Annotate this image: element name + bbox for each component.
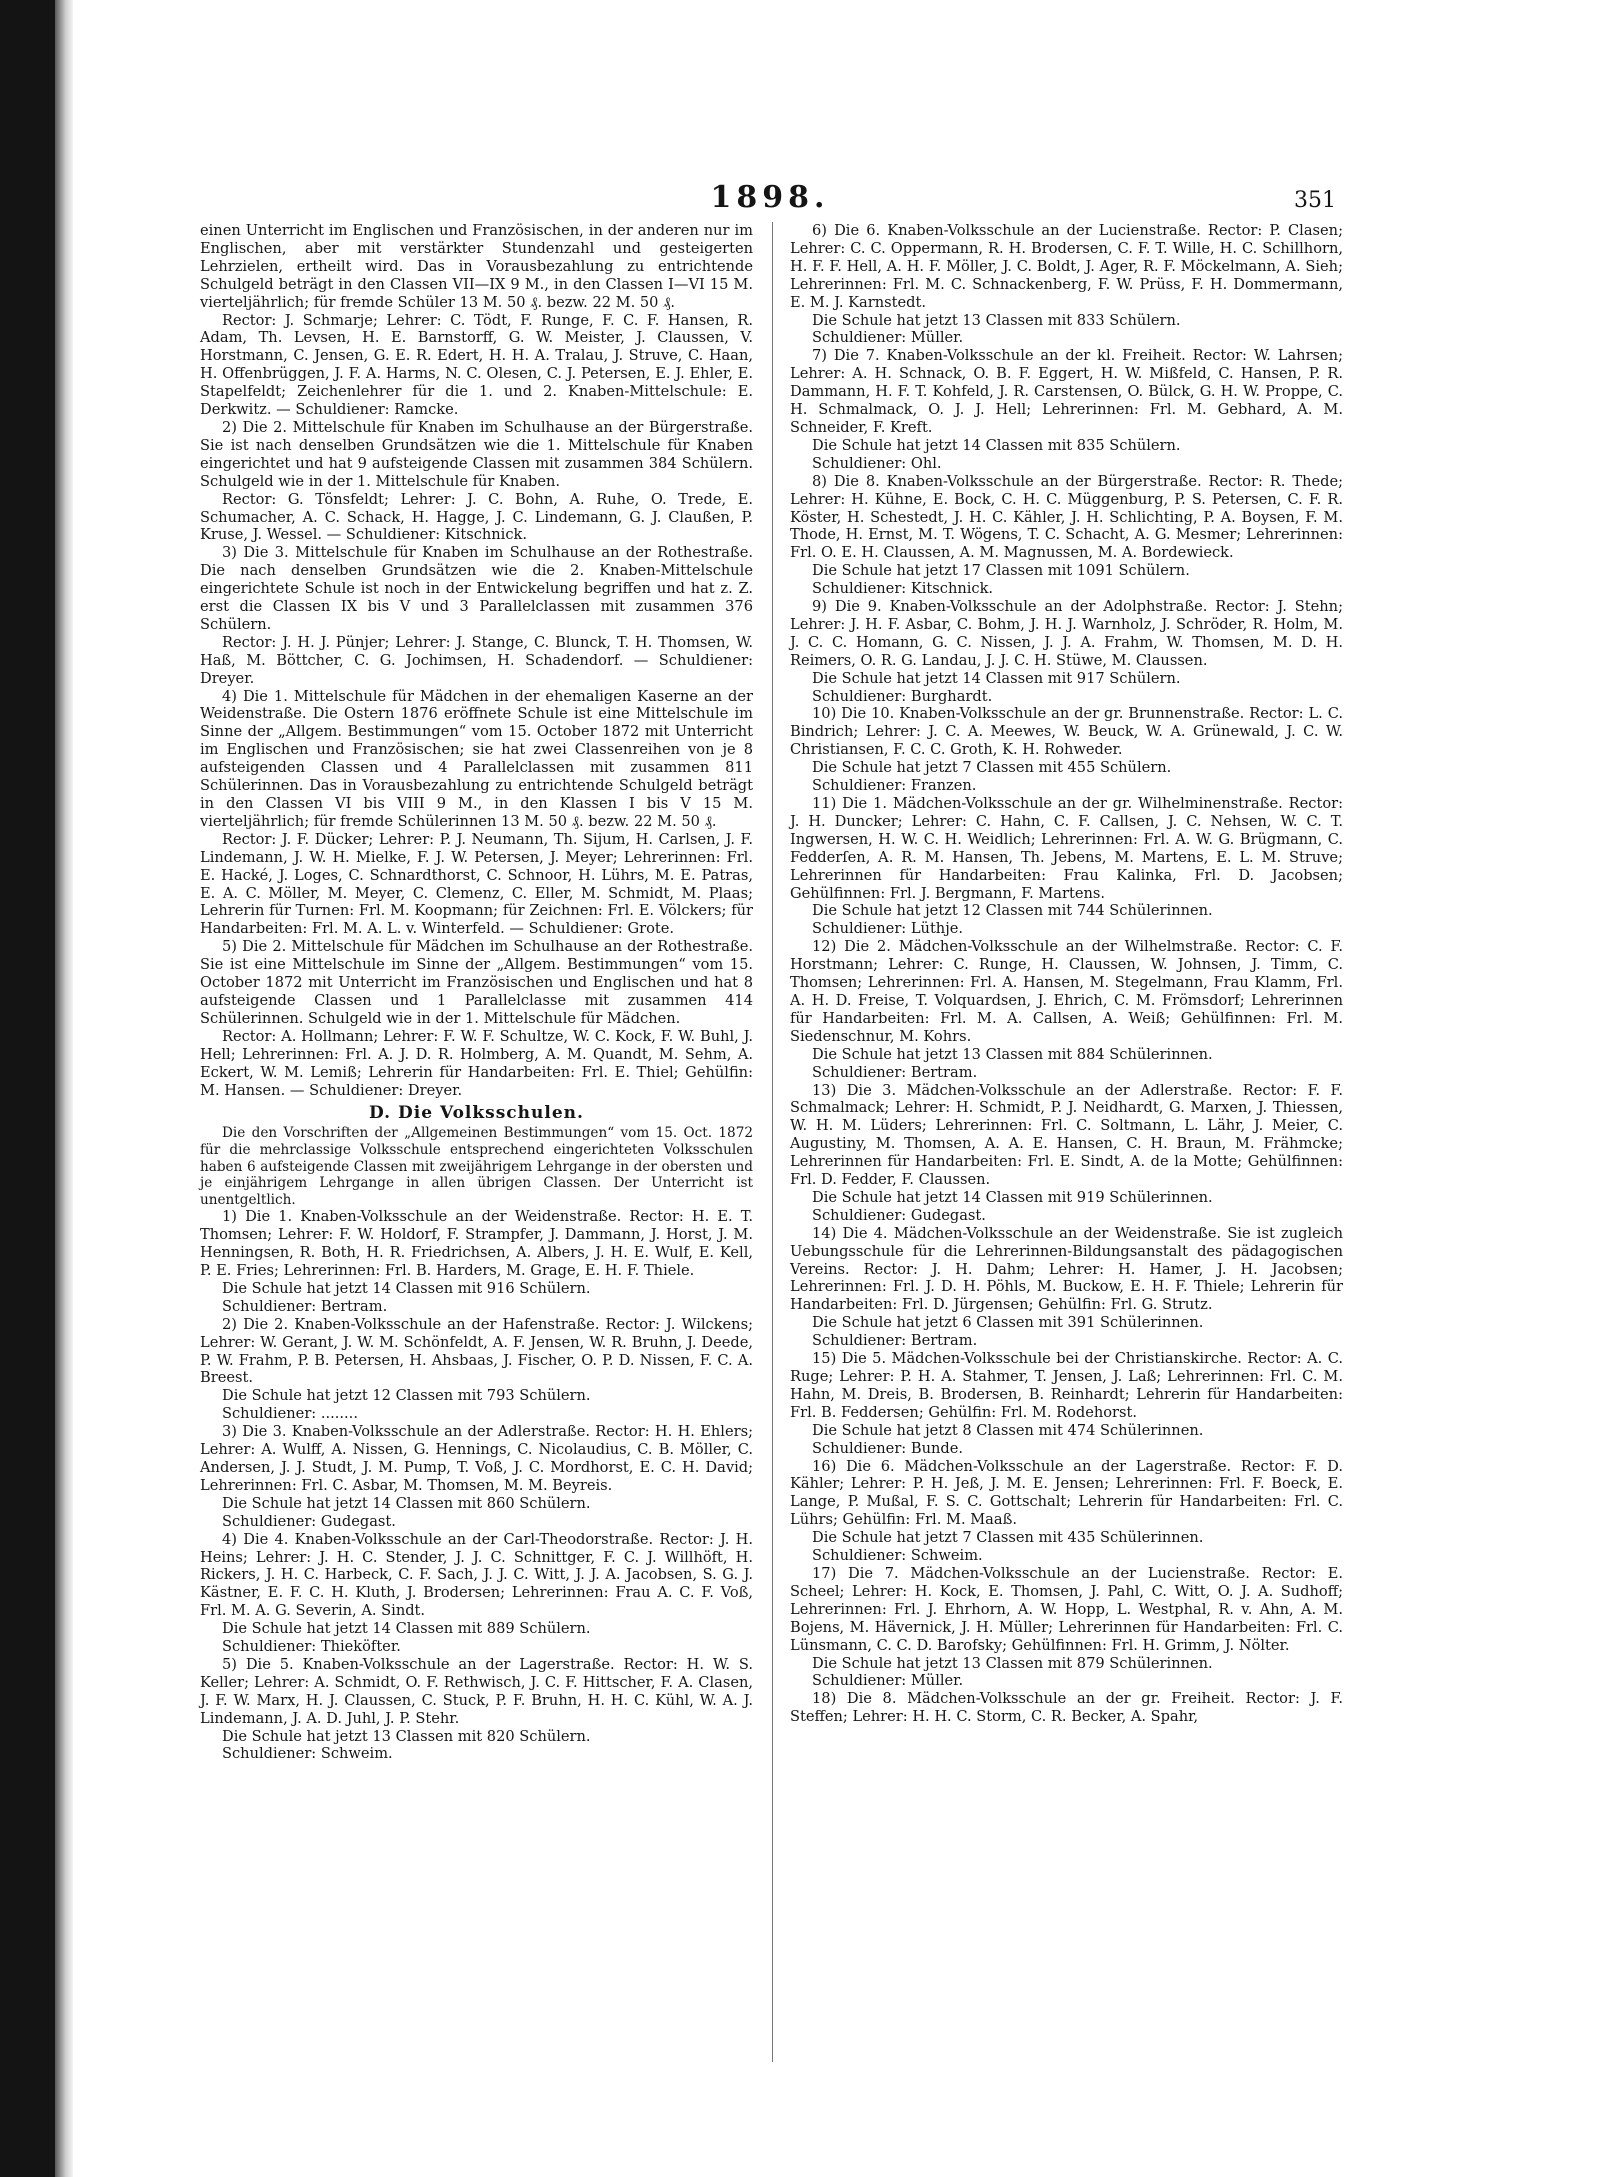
left-column [200,222,753,1763]
school-janitor: Schuldiener: Ohl. [812,454,942,472]
school-janitor: Schuldiener: Bertram. [812,1332,978,1350]
school-janitor: Schuldiener: ........ [222,1405,358,1423]
school-stats: Die Schule hat jetzt 13 Classen mit 833 Schülern. [812,311,1181,329]
school-janitor: Schuldiener: Schweim. [812,1547,983,1565]
paragraph: Rector: J. F. Dücker; Lehrer: P. J. Neumann, Th. Sijum, H. Carlsen, J. F. Lindemann, J. W. H. Mielke, F. J. W. Petersen, J. Meyer; Lehrerinnen: Frl. E. Hacké, J. Loges, C. Schnardthorst, C. Schnoor, H. Lührs, M. E. Patras, E. A. C. Möller, M. Meyer, C. Clemenz, C. Eller, M. Schmidt, M. Plaas; Lehrerin für Turnen: Frl. M. Koopmann; für Zeichnen: Frl. E. Völckers; für Handarbeiten: Frl. M. A. L. v. Winterfeld. — Schuldiener: Grote. [200,830,753,938]
school-janitor: Schuldiener: Bertram. [222,1297,388,1315]
paragraph: Rector: J. H. J. Pünjer; Lehrer: J. Stange, C. Blunck, T. H. Thomsen, W. Haß, M. Böttcher, C. G. Jochimsen, H. Schadendorf. — Schuldiener: Dreyer. [200,633,753,687]
paragraph: 3) Die 3. Mittelschule für Knaben im Schulhause an der Rothestraße. Die nach denselben Grundsätzen wie die 2. Knaben-Mittelschule eingerichtete Schule ist noch in der Entwickelung begriffen und hat z. Z. erst die Classen IX bis V und 3 Parallelclassen mit zusammen 376 Schülern. [200,544,753,633]
paragraph: 2) Die 2. Mittelschule für Knaben im Schulhause an der Bürgerstraße. Sie ist nach denselben Grundsätzen wie die 1. Mittelschule für Knaben eingerichtet und hat 9 aufsteigende Classen mit zusammen 384 Schülern. Schulgeld wie in der 1. Mittelschule für Knaben. [200,418,753,490]
section-heading: D. Die Volksschulen. [369,1103,584,1124]
document-page [200,180,1343,2060]
paragraph: 17) Die 7. Mädchen-Volksschule an der Lucienstraße. Rector: E. Scheel; Lehrer: H. Kock, E. Thomsen, J. Pahl, C. Witt, O. J. A. Sudhoff; Lehrerinnen: Frl. J. Ehrhorn, A. W. Hopp, L. Westphal, R. v. Ahn, A. M. Bojens, M. Hävernick, J. H. Müller; Lehrerinnen für Handarbeiten: Frl. C. Lünsmann, C. C. D. Barofsky; Gehülfinnen: Frl. H. Grimm, J. Nölter. [790,1564,1343,1654]
school-stats: Die Schule hat jetzt 8 Classen mit 474 Schülerinnen. [812,1421,1204,1439]
school-janitor: Schuldiener: Müller. [812,1672,964,1690]
school-janitor: Schuldiener: Bunde. [812,1439,963,1457]
school-stats: Die Schule hat jetzt 7 Classen mit 435 Schülerinnen. [812,1529,1204,1547]
school-stats: Die Schule hat jetzt 6 Classen mit 391 Schülerinnen. [812,1314,1204,1332]
school-stats: Die Schule hat jetzt 14 Classen mit 916 Schülern. [222,1279,591,1297]
book-gutter-shadow [0,0,55,2177]
right-column [790,222,1343,1726]
school-janitor: Schuldiener: Gudegast. [222,1512,396,1530]
school-stats: Die Schule hat jetzt 7 Classen mit 455 Schülern. [812,759,1172,777]
paragraph: 18) Die 8. Mädchen-Volksschule an der gr. Freiheit. Rector: J. F. Steffen; Lehrer: H. H. C. Storm, C. R. Becker, A. Spahr, [790,1690,1343,1726]
school-stats: Die Schule hat jetzt 14 Classen mit 919 Schülerinnen. [812,1188,1213,1206]
paragraph: 2) Die 2. Knaben-Volksschule an der Hafenstraße. Rector: J. Wilckens; Lehrer: W. Gerant, J. W. M. Schönfeldt, A. F. Jensen, W. R. Bruhn, J. Deede, P. W. Frahm, P. B. Petersen, H. Ahsbaas, J. Fischer, O. P. D. Nissen, F. C. A. Breest. [200,1315,753,1387]
paragraph: 4) Die 1. Mittelschule für Mädchen in der ehemaligen Kaserne an der Weidenstraße. Die Ostern 1876 eröffnete Schule ist eine Mittelschule im Sinne der „Allgem. Bestimmungen“ vom 15. October 1872 mit Unterricht im Englischen und Französischen; sie hat zwei Classenreihen von je 8 aufsteigenden Classen und 4 Parallelclassen mit zusammen 811 Schülerinnen. Das in Vorausbezahlung zu entrichtende Schulgeld beträgt in den Classen VI bis VIII 9 M., in den Klassen I bis V 15 M. vierteljährlich; für fremde Schülerinnen 13 M. 50 ₰. bezw. 22 M. 50 ₰. [200,687,753,830]
paragraph: 13) Die 3. Mädchen-Volksschule an der Adlerstraße. Rector: F. F. Schmalmack; Lehrer: H. Schmidt, P. J. Neidhardt, G. Marxen, J. Thiessen, W. H. M. Lüders; Lehrerinnen: Frl. C. Soltmann, L. Lähr, J. Meier, C. Augustiny, M. Thomsen, A. A. E. Hansen, C. H. Braun, M. Frähmcke; Lehrerinnen für Handarbeiten: Frl. E. Sindt, A. de la Motte; Gehülfinnen: Frl. D. Fedder, F. Claussen. [790,1081,1343,1189]
page-header [200,180,1340,220]
school-janitor: Schuldiener: Burghardt. [812,687,993,705]
school-janitor: Schuldiener: Bertram. [812,1063,978,1081]
paragraph: 10) Die 10. Knaben-Volksschule an der gr. Brunnenstraße. Rector: L. C. Bindrich; Lehrer: J. C. A. Meewes, W. Beuck, W. A. Grünewald, J. C. W. Christiansen, F. C. C. Groth, K. H. Rohweder. [790,705,1343,759]
paragraph: 5) Die 5. Knaben-Volksschule an der Lagerstraße. Rector: H. W. S. Keller; Lehrer: A. Schmidt, O. F. Rethwisch, J. C. F. Hittscher, F. A. Clasen, J. F. W. Marx, H. J. Claussen, C. Stuck, P. F. Bruhn, H. H. C. Kühl, W. A. J. Lindemann, J. A. D. Juhl, J. P. Stehr. [200,1655,753,1727]
page-number: 351 [1294,188,1336,213]
school-stats: Die Schule hat jetzt 14 Classen mit 889 Schülern. [222,1620,591,1638]
school-janitor: Schuldiener: Franzen. [812,777,977,795]
school-stats: Die Schule hat jetzt 14 Classen mit 860 Schülern. [222,1494,591,1512]
school-janitor: Schuldiener: Schweim. [222,1745,393,1763]
paragraph: 1) Die 1. Knaben-Volksschule an der Weidenstraße. Rector: H. E. T. Thomsen; Lehrer: F. W. Holdorf, F. Strampfer, J. Dammann, J. Horst, J. M. Henningsen, R. Both, H. R. Friedrichsen, A. Albers, J. H. E. Wulf, E. Kell, P. E. Fries; Lehrerinnen: Frl. B. Harders, M. Grage, E. H. F. Thiele. [200,1208,753,1279]
paragraph: 14) Die 4. Mädchen-Volksschule an der Weidenstraße. Sie ist zugleich Uebungsschule für die Lehrerinnen-Bildungsanstalt des pädagogischen Vereins. Rector: J. H. Dahm; Lehrer: H. Hamer, J. H. Jacobsen; Lehrerinnen: Frl. J. D. H. Pöhls, M. Buckow, E. H. F. Thiele; Lehrerin für Handarbeiten: Frl. D. Jürgensen; Gehülfin: Frl. G. Strutz. [790,1224,1343,1314]
school-stats: Die Schule hat jetzt 13 Classen mit 884 Schülerinnen. [812,1045,1213,1063]
school-janitor: Schuldiener: Thieköfter. [222,1638,401,1656]
school-stats: Die Schule hat jetzt 14 Classen mit 835 Schülern. [812,436,1181,454]
school-stats: Die Schule hat jetzt 13 Classen mit 820 Schülern. [222,1727,591,1745]
paragraph: 16) Die 6. Mädchen-Volksschule an der Lagerstraße. Rector: F. D. Kähler; Lehrer: P. H. Jeß, J. M. E. Jensen; Lehrerinnen: Frl. F. Boeck, E. Lange, P. Mußal, F. S. C. Gottschalt; Lehrerin für Handarbeiten: Frl. C. Lührs; Gehülfin: Frl. M. Maaß. [790,1457,1343,1529]
column-divider [772,222,773,2062]
paragraph: einen Unterricht im Englischen und Französischen, in der anderen nur im Englischen, aber mit verstärkter Stundenzahl und gesteigerten Lehrzielen, ertheilt wird. Das in Vorausbezahlung zu entrichtende Schulgeld beträgt in den Classen VII—IX 9 M., in den Classen I—VI 15 M. vierteljährlich; für fremde Schüler 13 M. 50 ₰. bezw. 22 M. 50 ₰. [200,222,753,311]
paragraph: 15) Die 5. Mädchen-Volksschule bei der Christianskirche. Rector: A. C. Ruge; Lehrer: P. H. A. Stahmer, T. Jensen, J. Laß; Lehrerinnen: Frl. C. M. Hahn, M. Dreis, B. Brodersen, B. Reinhardt; Lehrerin für Handarbeiten: Frl. B. Feddersen; Gehülfin: Frl. M. Rodehorst. [790,1350,1343,1421]
school-stats: Die Schule hat jetzt 12 Classen mit 744 Schülerinnen. [812,902,1213,920]
school-stats: Die Schule hat jetzt 13 Classen mit 879 Schülerinnen. [812,1654,1213,1672]
school-janitor: Schuldiener: Gudegast. [812,1206,986,1224]
paragraph: 8) Die 8. Knaben-Volksschule an der Bürgerstraße. Rector: R. Thede; Lehrer: H. Kühne, E. Bock, C. H. C. Müggenburg, P. S. Petersen, C. F. R. Köster, H. Schestedt, J. H. C. Kähler, J. H. Schlichting, P. A. Boysen, F. M. Thode, H. Ernst, M. T. Wögens, T. C. Schacht, A. G. Mesmer; Lehrerinnen: Frl. O. E. H. Claussen, A. M. Magnussen, M. A. Bordewieck. [790,472,1343,562]
school-janitor: Schuldiener: Kitschnick. [812,580,994,598]
paragraph: Die den Vorschriften der „Allgemeinen Bestimmungen“ vom 15. Oct. 1872 für die mehrclassige Volksschule entsprechend eingerichteten Volksschulen haben 6 aufsteigende Classen mit zweijährigem Lehrgange in der obersten und je einjährigem Lehrgange in allen übrigen Classen. Der Unterricht ist unentgeltlich. [200,1125,753,1208]
paragraph: 11) Die 1. Mädchen-Volksschule an der gr. Wilhelminenstraße. Rector: J. H. Duncker; Lehrer: C. Hahn, C. F. Callsen, J. C. Nehsen, W. C. T. Ingwersen, H. W. C. H. Weidlich; Lehrerinnen: Frl. A. W. G. Brügmann, C. Fedderſen, A. R. M. Hansen, Th. Jebens, M. Martens, E. L. M. Struve; Lehrerinnen für Handarbeiten: Frau Kalinka, Frl. D. Jacobsen; Gehülfinnen: Frl. J. Bergmann, F. Martens. [790,795,1343,902]
paragraph: Rector: A. Hollmann; Lehrer: F. W. F. Schultze, W. C. Kock, F. W. Buhl, J. Hell; Lehrerinnen: Frl. A. J. D. R. Holmberg, A. M. Quandt, M. Sehm, A. Eckert, W. M. Lemiß; Lehrerin für Handarbeiten: Frl. E. Thiel; Gehülfin: M. Hansen. — Schuldiener: Dreyer. [200,1027,753,1099]
school-stats: Die Schule hat jetzt 17 Classen mit 1091 Schülern. [812,562,1190,580]
paragraph: 5) Die 2. Mittelschule für Mädchen im Schulhause an der Rothestraße. Sie ist eine Mittelschule im Sinne der „Allgem. Bestimmungen“ vom 15. October 1872 mit Unterricht im Französischen und Englischen und hat 8 aufsteigende Classen und 1 Parallelclasse mit zusammen 414 Schülerinnen. Schulgeld wie in der 1. Mittelschule für Mädchen. [200,938,753,1027]
paragraph: 6) Die 6. Knaben-Volksschule an der Lucienstraße. Rector: P. Clasen; Lehrer: C. C. Oppermann, R. H. Brodersen, C. F. T. Wille, H. C. Schillhorn, H. F. F. Hell, A. H. F. Möller, J. C. Boldt, J. Ager, R. F. Möckelmann, A. Sieh; Lehrerinnen: Frl. M. C. Schnackenberg, F. W. Prüss, F. H. Dommermann, E. M. J. Karnstedt. [790,222,1343,311]
school-stats: Die Schule hat jetzt 14 Classen mit 917 Schülern. [812,669,1181,687]
paragraph: Rector: G. Tönsfeldt; Lehrer: J. C. Bohn, A. Ruhe, O. Trede, E. Schumacher, A. C. Schack, H. Hagge, J. C. Lindemann, G. J. Claußen, P. Kruse, J. Wessel. — Schuldiener: Kitschnick. [200,490,753,544]
school-stats: Die Schule hat jetzt 12 Classen mit 793 Schülern. [222,1387,591,1405]
paragraph: 9) Die 9. Knaben-Volksschule an der Adolphstraße. Rector: J. Stehn; Lehrer: J. H. F. Asbar, C. Bohm, J. H. J. Warnholz, J. Schröder, R. Holm, M. J. C. C. Homann, G. C. Nissen, J. J. A. Frahm, W. Thomsen, M. D. H. Reimers, O. R. G. Landau, J. J. C. H. Stüwe, M. Claussen. [790,598,1343,669]
page-edge-gradient [55,0,73,2177]
paragraph: 7) Die 7. Knaben-Volksschule an der kl. Freiheit. Rector: W. Lahrsen; Lehrer: A. H. Schnack, O. B. F. Eggert, H. W. Mißfeld, C. Hansen, P. R. Dammann, H. F. T. Kohfeld, J. R. Carstensen, O. Bülck, G. H. W. Proppe, C. H. Schmalmack, O. J. J. Hell; Lehrerinnen: Frl. M. Gebhard, A. M. Schneider, F. Kreft. [790,347,1343,436]
school-janitor: Schuldiener: Lüthje. [812,920,964,938]
header-year: 1898. [710,180,830,215]
paragraph: 12) Die 2. Mädchen-Volksschule an der Wilhelmstraße. Rector: C. F. Horstmann; Lehrer: C. Runge, H. Claussen, W. Johnsen, J. Timm, C. Thomsen; Lehrerinnen: Frl. A. Hansen, M. Stegelmann, Frau Klamm, Frl. A. H. D. Freise, T. Volquardsen, J. Ehrich, C. M. Frömsdorf; Lehrerinnen für Handarbeiten: Frl. M. A. Callsen, A. Weiß; Gehülfinnen: Frl. M. Siedenschnur, M. Kohrs. [790,938,1343,1045]
paragraph: 4) Die 4. Knaben-Volksschule an der Carl-Theodorstraße. Rector: J. H. Heins; Lehrer: J. H. C. Stender, J. J. C. Schnittger, F. C. J. Willhöft, H. Rickers, J. H. C. Harbeck, C. F. Sach, J. J. C. Witt, J. J. A. Jacobsen, S. G. J. Kästner, E. F. C. H. Kluth, J. Brodersen; Lehrerinnen: Frau A. C. F. Voß, Frl. M. A. G. Severin, A. Sindt. [200,1530,753,1620]
paragraph: 3) Die 3. Knaben-Volksschule an der Adlerstraße. Rector: H. H. Ehlers; Lehrer: A. Wulff, A. Nissen, G. Hennings, C. Nicolaudius, C. B. Möller, C. Andersen, J. J. Studt, J. M. Pump, T. Voß, J. C. Mordhorst, E. C. H. David; Lehrerinnen: Frl. C. Asbar, M. Thomsen, M. M. Beyreis. [200,1423,753,1494]
school-janitor: Schuldiener: Müller. [812,329,964,347]
paragraph: Rector: J. Schmarje; Lehrer: C. Tödt, F. Runge, F. C. F. Hansen, R. Adam, Th. Levsen, H. E. Barnstorff, G. W. Meister, J. Claussen, V. Horstmann, C. Jensen, G. E. R. Edert, H. H. A. Tralau, J. Struve, C. Haan, H. Offenbrüggen, J. F. A. Harms, N. C. Olesen, C. J. Petersen, E. J. Ehler, E. Stapelfeldt; Zeichenlehrer für die 1. und 2. Knaben-Mittelschule: E. Derkwitz. — Schuldiener: Ramcke. [200,311,753,419]
